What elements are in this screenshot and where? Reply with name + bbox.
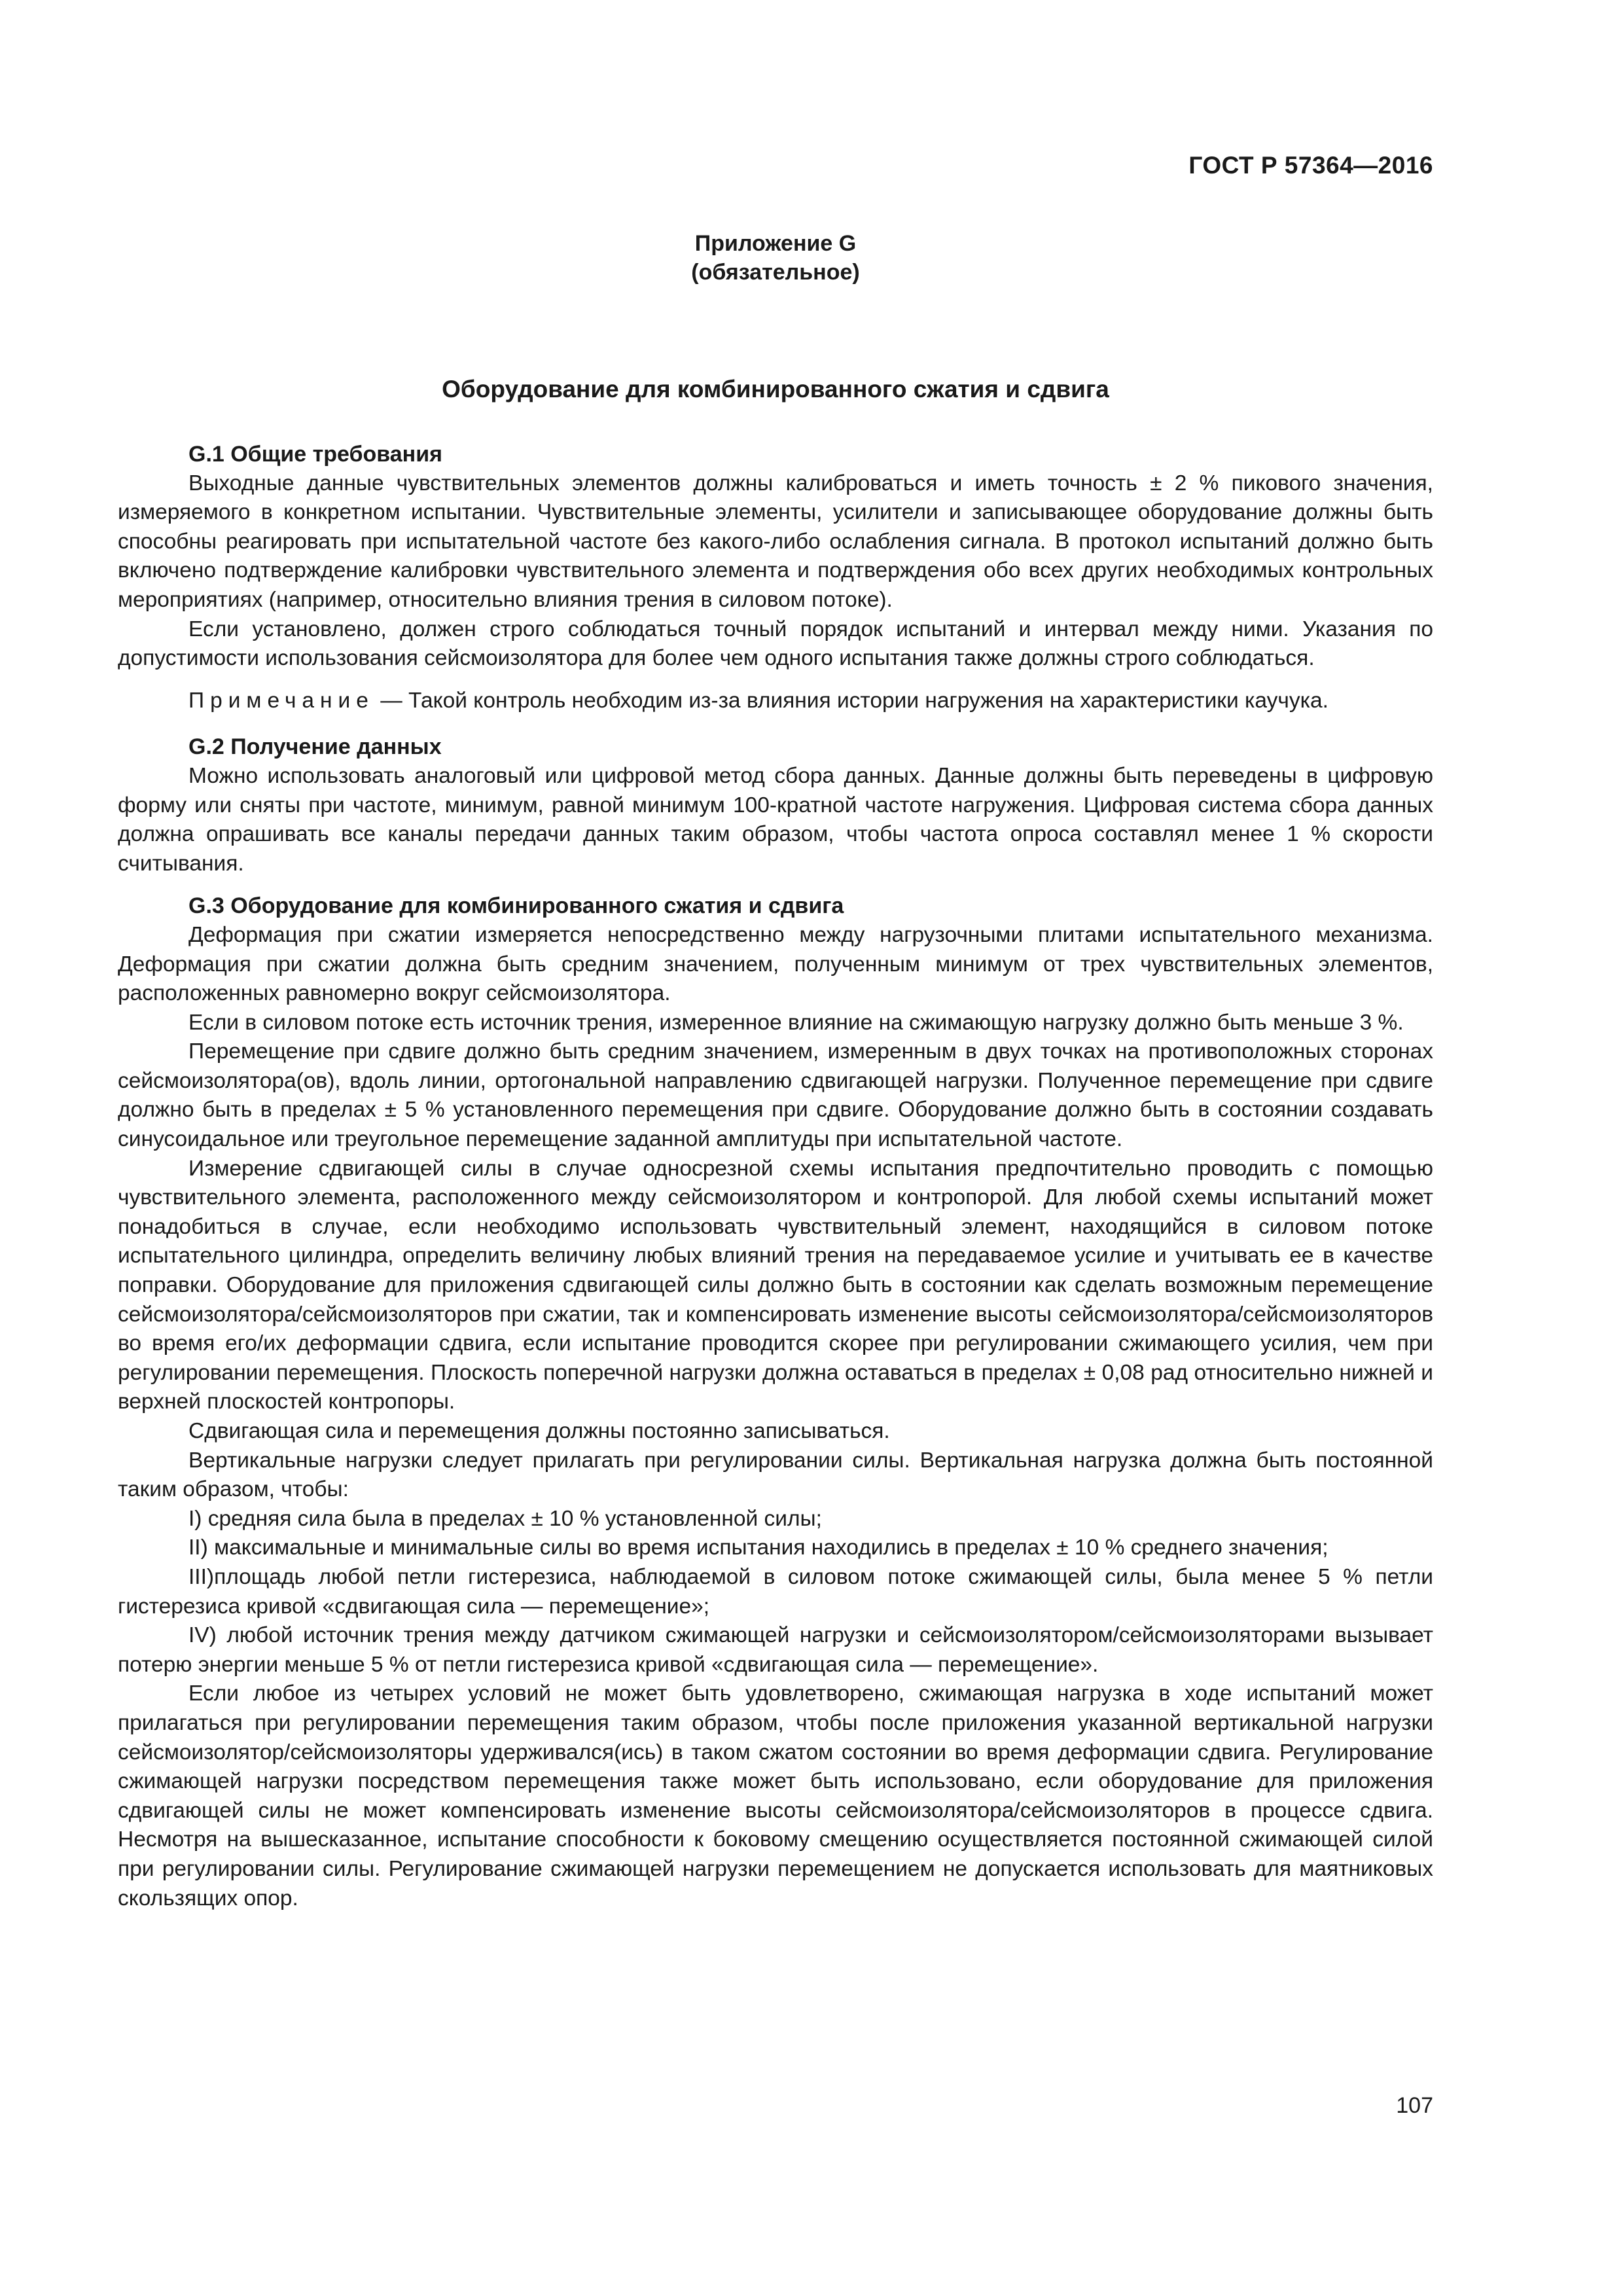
section-g3-list-item-4: IV) любой источник трения между датчиком сжимающей нагрузки и сейсмоизолятором/сейсмоизоляторами вызывает потерю энергии меньше 5 % от петли гистерезиса кривой «сдвигающая сила — перемещение». (118, 1623, 1433, 1677)
section-g1-heading: G.1 Общие требования (188, 442, 442, 467)
appendix-heading (118, 229, 1433, 287)
document-body (118, 440, 1433, 1913)
document-code: ГОСТ Р 57364—2016 (1188, 152, 1433, 179)
section-g3-list-item-2: II) максимальные и минимальные силы во время испытания находились в пределах ± 10 % среднего значения; (188, 1535, 1329, 1560)
section-g3-paragraph-3: Перемещение при сдвиге должно быть средним значением, измеренным в двух точках на противоположных сторонах сейсмоизолятора(ов), вдоль линии, ортогональной направлению сдвигающей нагрузки. Полученное перемещение при сдвиге должно быть в пределах ± 5 % установленного перемещения при сдвиге. Оборудование должно быть в состоянии создавать синусоидальное или треугольное перемещение заданной амплитуды при испытательной частоте. (118, 1039, 1433, 1152)
section-g3-heading: G.3 Оборудование для комбинированного сжатия и сдвига (188, 893, 844, 919)
section-g3-paragraph-6: Вертикальные нагрузки следует прилагать при регулировании силы. Вертикальная нагрузка должна быть постоянной таким образом, чтобы: (118, 1448, 1433, 1502)
section-g3-list-item-1: I) средняя сила была в пределах ± 10 % установленной силы; (188, 1506, 822, 1531)
section-g3-paragraph-4: Измерение сдвигающей силы в случае односрезной схемы испытания предпочтительно проводить с помощью чувствительного элемента, расположенного между сейсмоизолятором и контропорой. Для любой схемы испытаний может понадобиться в случае, если необходимо использовать чувствительный элемент, находящийся в силовом потоке испытательного цилиндра, определить величину любых влияний трения на передаваемое усилие и учитывать ее в качестве поправки. Оборудование для приложения сдвигающей силы должно быть в состоянии как сделать возможным перемещение сейсмоизолятора/сейсмоизоляторов при сжатии, так и компенсировать изменение высоты сейсмоизолятора/сейсмоизоляторов во время его/их деформации сдвига, если испытание проводится скорее при регулировании сжимающего усилия, чем при регулировании перемещения. Плоскость поперечной нагрузки должна оставаться в пределах ± 0,08 рад относительно нижней и верхней плоскостей контропоры. (118, 1156, 1433, 1414)
appendix-title: Приложение G (694, 231, 857, 256)
section-g3-list-item-3: III)площадь любой петли гистерезиса, наблюдаемой в силовом потоке сжимающей силы, была менее 5 % петли гистерезиса кривой «сдвигающая сила — перемещение»; (118, 1564, 1433, 1619)
section-g3-paragraph-2: Если в силовом потоке есть источник трения, измеренное влияние на сжимающую нагрузку должно быть меньше 3 %. (188, 1010, 1404, 1035)
main-title: Оборудование для комбинированного сжатия и сдвига (442, 376, 1109, 403)
section-g3-paragraph-7: Если любое из четырех условий не может быть удовлетворено, сжимающая нагрузка в ходе испытаний может прилагаться при регулировании перемещения таким образом, чтобы после приложения указанной вертикальной нагрузки сейсмоизолятор/сейсмоизоляторы удерживался(ись) в таком сжатом состоянии во время деформации сдвига. Регулирование сжимающей нагрузки посредством перемещения также может быть использовано, если оборудование для приложения сдвигающей силы не может компенсировать изменение высоты сейсмоизолятора/сейсмоизоляторов в процессе сдвига. Несмотря на вышесказанное, испытание способности к боковому смещению осуществляется постоянной сжимающей силой при регулировании силы. Регулирование сжимающей нагрузки перемещением не допускается использовать для маятниковых скользящих опор. (118, 1681, 1433, 1910)
document-page (118, 0, 1433, 2296)
section-g2-heading: G.2 Получение данных (188, 734, 442, 760)
page-number: 107 (1396, 2093, 1433, 2118)
section-g1-paragraph-2: Если установлено, должен строго соблюдаться точный порядок испытаний и интервал между ними. Указания по допустимости использования сейсмоизолятора для более чем одного испытания также должны строго соблюдаться. (118, 617, 1433, 671)
section-g3-paragraph-1: Деформация при сжатии измеряется непосредственно между нагрузочными плитами испытательного механизма. Деформация при сжатии должна быть средним значением, полученным минимум от трех чувствительных элементов, расположенных равномерно вокруг сейсмоизолятора. (118, 922, 1433, 1006)
section-g3-paragraph-5: Сдвигающая сила и перемещения должны постоянно записываться. (188, 1419, 890, 1443)
section-g1-note (118, 687, 1433, 716)
note-label: Примечание (188, 688, 374, 713)
appendix-status: (обязательное) (691, 260, 860, 285)
section-g2-paragraph-1: Можно использовать аналоговый или цифровой метод сбора данных. Данные должны быть переведены в цифровую форму или сняты при частоте, минимум, равной минимум 100-кратной частоте нагружения. Цифровая система сбора данных должна опрашивать все каналы передачи данных таким образом, чтобы частота опроса составлял менее 1 % скорости считывания. (118, 763, 1433, 876)
note-text: — Такой контроль необходим из-за влияния истории нагружения на характеристики каучука. (374, 688, 1329, 713)
section-g1-paragraph-1: Выходные данные чувствительных элементов должны калиброваться и иметь точность ± 2 % пикового значения, измеряемого в конкретном испытании. Чувствительные элементы, усилители и записывающее оборудование должны быть способны реагировать при испытательной частоте без какого-либо ослабления сигнала. В протокол испытаний должно быть включено подтверждение калибровки чувствительного элемента и подтверждения обо всех других необходимых контрольных мероприятиях (например, относительно влияния трения в силовом потоке). (118, 471, 1433, 612)
